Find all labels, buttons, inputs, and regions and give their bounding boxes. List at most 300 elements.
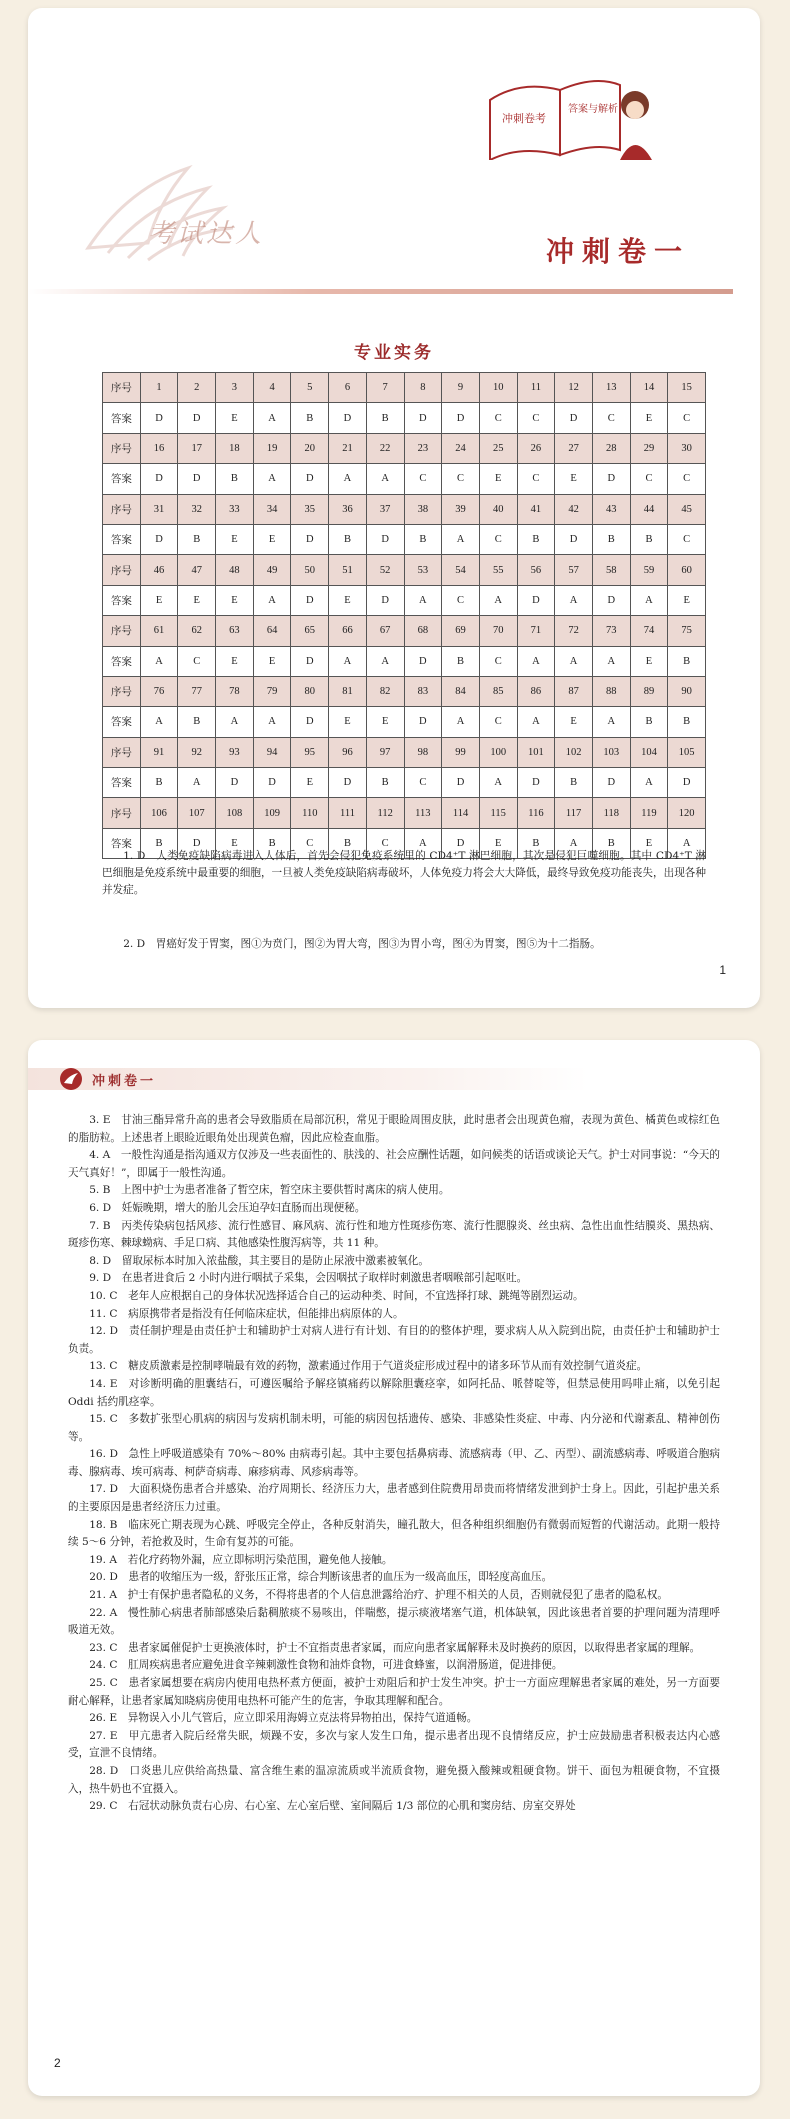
answer-cell: B [216, 464, 254, 494]
answer-cell: D [329, 768, 367, 798]
answer-cell: D [404, 403, 442, 433]
answer-cell: A [404, 585, 442, 615]
answer-cell: A [517, 646, 555, 676]
answer-cell: B [517, 524, 555, 554]
explanation-item: 17. D 大面积烧伤患者合并感染、治疗周期长、经济压力大，患者感到住院费用昂贵而将情绪发泄到护士身上。因此，引起护患关系的主要原因是患者经济压力过重。 [68, 1483, 720, 1514]
answer-cell: B [329, 828, 367, 858]
question-number-cell: 47 [178, 555, 216, 585]
answer-table [102, 372, 706, 859]
question-number-cell: 113 [404, 798, 442, 828]
answer-row [103, 707, 706, 737]
question-number-cell: 109 [253, 798, 291, 828]
answer-cell: C [479, 646, 517, 676]
question-number-cell: 3 [216, 373, 254, 403]
explanation-2: 2. D 胃癌好发于胃窦，图①为贲门，图②为胃大弯，图③为胃小弯，图④为胃窦，图⑤为十二指肠。 [123, 938, 601, 950]
answer-cell: E [253, 524, 291, 554]
answer-cell: C [479, 403, 517, 433]
answer-cell: C [404, 768, 442, 798]
logo-text: 考试达人 [148, 219, 265, 249]
answer-cell: E [329, 707, 367, 737]
question-number-cell: 78 [216, 676, 254, 706]
row-label: 答案 [103, 464, 141, 494]
question-number-cell: 39 [442, 494, 480, 524]
answer-cell: A [479, 585, 517, 615]
answer-cell: D [592, 768, 630, 798]
question-number-cell: 14 [630, 373, 668, 403]
answer-cell: D [178, 464, 216, 494]
answer-cell: A [140, 707, 178, 737]
answer-cell: E [178, 585, 216, 615]
answer-cell: B [366, 403, 404, 433]
answer-cell: D [291, 464, 329, 494]
number-row [103, 373, 706, 403]
answer-row [103, 464, 706, 494]
book-label-left: 冲刺卷考 [502, 112, 546, 125]
answer-cell: D [253, 768, 291, 798]
page-1 [28, 8, 760, 1008]
question-number-cell: 44 [630, 494, 668, 524]
question-number-cell: 114 [442, 798, 480, 828]
question-number-cell: 107 [178, 798, 216, 828]
answer-cell: D [592, 585, 630, 615]
answer-cell: A [517, 707, 555, 737]
answer-cell: A [630, 768, 668, 798]
explanation-item: 19. A 若化疗药物外漏，应立即标明污染范围，避免他人接触。 [89, 1553, 393, 1566]
question-number-cell: 100 [479, 737, 517, 767]
question-number-cell: 86 [517, 676, 555, 706]
answer-cell: A [555, 646, 593, 676]
row-label: 序号 [103, 373, 141, 403]
explanation-item: 24. C 肛周疾病患者应避免进食辛辣刺激性食物和油炸食物，可进食蜂蜜，以润滑肠道，促进排便。 [89, 1659, 563, 1672]
question-number-cell: 22 [366, 433, 404, 463]
question-number-cell: 101 [517, 737, 555, 767]
row-label: 序号 [103, 555, 141, 585]
explanation-item: 8. D 留取尿标本时加入浓盐酸，其主要目的是防止尿液中激素被氧化。 [89, 1254, 429, 1267]
question-number-cell: 33 [216, 494, 254, 524]
answer-cell: A [329, 464, 367, 494]
row-label: 答案 [103, 646, 141, 676]
question-number-cell: 98 [404, 737, 442, 767]
answer-cell: D [329, 403, 367, 433]
answer-cell: A [555, 828, 593, 858]
answer-row [103, 585, 706, 615]
explanation-item: 13. C 糖皮质激素是控制哮喘最有效的药物，激素通过作用于气道炎症形成过程中的诸多环节从而有效控制气道炎症。 [89, 1360, 648, 1373]
question-number-cell: 28 [592, 433, 630, 463]
question-number-cell: 54 [442, 555, 480, 585]
answer-cell: A [555, 585, 593, 615]
answer-cell: D [178, 828, 216, 858]
question-number-cell: 20 [291, 433, 329, 463]
answer-cell: D [442, 403, 480, 433]
number-row [103, 555, 706, 585]
number-row [103, 616, 706, 646]
answer-cell: C [517, 403, 555, 433]
answer-cell: C [178, 646, 216, 676]
explanation-item: 9. D 在患者进食后 2 小时内进行咽拭子采集，会因咽拭子取样时刺激患者咽喉部引起呕吐。 [89, 1272, 528, 1285]
question-number-cell: 111 [329, 798, 367, 828]
subject-heading: 专业实务 [354, 343, 434, 363]
answer-cell: A [253, 585, 291, 615]
answer-cell: B [329, 524, 367, 554]
answer-cell: B [291, 403, 329, 433]
question-number-cell: 23 [404, 433, 442, 463]
answer-cell: C [479, 707, 517, 737]
question-number-cell: 5 [291, 373, 329, 403]
question-number-cell: 79 [253, 676, 291, 706]
question-number-cell: 71 [517, 616, 555, 646]
answer-cell: A [592, 707, 630, 737]
answer-cell: C [442, 464, 480, 494]
question-number-cell: 118 [592, 798, 630, 828]
answer-cell: E [479, 464, 517, 494]
explanation-item: 16. D 急性上呼吸道感染有 70%～80% 由病毒引起。其中主要包括鼻病毒、流感病毒（甲、乙、丙型）、副流感病毒、呼吸道合胞病毒、腺病毒、埃可病毒、柯萨奇病毒、麻疹病毒、风疹病毒等。 [68, 1448, 720, 1478]
question-number-cell: 69 [442, 616, 480, 646]
question-number-cell: 31 [140, 494, 178, 524]
answer-cell: D [140, 403, 178, 433]
question-number-cell: 87 [555, 676, 593, 706]
answer-cell: E [630, 646, 668, 676]
question-number-cell: 42 [555, 494, 593, 524]
question-number-cell: 6 [329, 373, 367, 403]
answer-cell: E [630, 403, 668, 433]
answer-cell: E [140, 585, 178, 615]
question-number-cell: 27 [555, 433, 593, 463]
question-number-cell: 57 [555, 555, 593, 585]
answer-cell: C [291, 828, 329, 858]
question-number-cell: 108 [216, 798, 254, 828]
question-number-cell: 60 [668, 555, 706, 585]
question-number-cell: 83 [404, 676, 442, 706]
question-number-cell: 103 [592, 737, 630, 767]
answer-cell: C [668, 524, 706, 554]
question-number-cell: 84 [442, 676, 480, 706]
question-number-cell: 110 [291, 798, 329, 828]
answer-cell: C [404, 464, 442, 494]
explanation-item: 29. C 右冠状动脉负责右心房、右心室、左心室后壁、室间隔后 1/3 部位的心肌和窦房结、房室交界处 [89, 1800, 576, 1813]
answer-cell: A [253, 403, 291, 433]
answer-cell: B [517, 828, 555, 858]
answer-cell: A [253, 707, 291, 737]
question-number-cell: 40 [479, 494, 517, 524]
question-number-cell: 97 [366, 737, 404, 767]
question-number-cell: 15 [668, 373, 706, 403]
question-number-cell: 34 [253, 494, 291, 524]
answer-cell: E [329, 585, 367, 615]
question-number-cell: 36 [329, 494, 367, 524]
question-number-cell: 9 [442, 373, 480, 403]
question-number-cell: 56 [517, 555, 555, 585]
number-row [103, 494, 706, 524]
question-number-cell: 68 [404, 616, 442, 646]
question-number-cell: 16 [140, 433, 178, 463]
question-number-cell: 45 [668, 494, 706, 524]
answer-cell: A [178, 768, 216, 798]
question-number-cell: 105 [668, 737, 706, 767]
question-number-cell: 92 [178, 737, 216, 767]
answer-cell: D [517, 768, 555, 798]
answer-cell: A [592, 646, 630, 676]
question-number-cell: 7 [366, 373, 404, 403]
question-number-cell: 72 [555, 616, 593, 646]
question-number-cell: 38 [404, 494, 442, 524]
question-number-cell: 25 [479, 433, 517, 463]
answer-cell: D [592, 464, 630, 494]
answer-cell: A [479, 768, 517, 798]
answer-cell: C [592, 403, 630, 433]
question-number-cell: 17 [178, 433, 216, 463]
question-number-cell: 67 [366, 616, 404, 646]
question-number-cell: 62 [178, 616, 216, 646]
answer-cell: E [555, 464, 593, 494]
question-number-cell: 115 [479, 798, 517, 828]
row-label: 序号 [103, 798, 141, 828]
question-number-cell: 35 [291, 494, 329, 524]
question-number-cell: 82 [366, 676, 404, 706]
answer-cell: B [404, 524, 442, 554]
question-number-cell: 90 [668, 676, 706, 706]
explanation-item: 11. C 病原携带者是指没有任何临床症状，但能排出病原体的人。 [89, 1307, 404, 1320]
question-number-cell: 55 [479, 555, 517, 585]
question-number-cell: 4 [253, 373, 291, 403]
answer-row [103, 768, 706, 798]
explanation-item: 22. A 慢性肺心病患者肺部感染后黏稠脓痰不易咳出，伴喘憋，提示痰液堵塞气道，机体缺氧，因此该患者首要的护理问题为清理呼吸道无效。 [68, 1606, 720, 1637]
question-number-cell: 64 [253, 616, 291, 646]
answer-cell: B [253, 828, 291, 858]
answer-cell: A [329, 646, 367, 676]
explanation-1: 1. D 人类免疫缺陷病毒进入人体后，首先会侵犯免疫系统里的 CD4⁺T 淋巴细胞，其次是侵犯巨噬细胞。其中 CD4⁺T 淋巴细胞是免疫系统中最重要的细胞，一旦被人类免疫缺陷病毒破坏，人体免疫力将会大大降低，最终导致免疫功能丧失，出现各种并发症。 [102, 850, 706, 896]
row-label: 答案 [103, 403, 141, 433]
answer-cell: C [668, 464, 706, 494]
question-number-cell: 30 [668, 433, 706, 463]
header-title: 冲刺卷一 [92, 1074, 157, 1089]
answer-cell: D [140, 464, 178, 494]
answer-cell: B [630, 524, 668, 554]
answer-cell: B [140, 768, 178, 798]
explanation-item: 18. B 临床死亡期表现为心跳、呼吸完全停止，各种反射消失，瞳孔散大，但各种组织细胞仍有微弱而短暂的代谢活动。此期一般持续 5～6 分钟，若抢救及时，生命有复苏的可能。 [68, 1518, 720, 1549]
question-number-cell: 120 [668, 798, 706, 828]
question-number-cell: 52 [366, 555, 404, 585]
answer-cell: D [366, 524, 404, 554]
question-number-cell: 96 [329, 737, 367, 767]
answer-cell: C [366, 828, 404, 858]
question-number-cell: 37 [366, 494, 404, 524]
explanation-item: 4. A 一般性沟通是指沟通双方仅涉及一些表面性的、肤浅的、社会应酬性话题，如问候类的话语或谈论天气。护士对同事说：“今天的天气真好！”，即属于一般性沟通。 [68, 1149, 720, 1179]
answer-cell: B [178, 524, 216, 554]
page-number: 1 [719, 963, 726, 977]
answer-cell: D [404, 646, 442, 676]
question-number-cell: 51 [329, 555, 367, 585]
question-number-cell: 59 [630, 555, 668, 585]
answer-cell: D [140, 524, 178, 554]
answer-cell: B [668, 646, 706, 676]
answer-row [103, 403, 706, 433]
answer-cell: E [253, 646, 291, 676]
answer-cell: E [291, 768, 329, 798]
answer-cell: D [668, 768, 706, 798]
explanation-item: 7. B 丙类传染病包括风疹、流行性感冒、麻风病、流行性和地方性斑疹伤寒、流行性腮腺炎、丝虫病、急性出血性结膜炎、黑热病、斑疹伤寒、棘球蚴病、手足口病、其他感染性腹泻病等，共 11 种。 [68, 1219, 720, 1250]
question-number-cell: 77 [178, 676, 216, 706]
answer-cell: A [442, 707, 480, 737]
explanation-item: 26. E 异物误入小儿气管后，应立即采用海姆立克法将异物拍出，保持气道通畅。 [89, 1712, 478, 1725]
row-label: 序号 [103, 737, 141, 767]
question-number-cell: 76 [140, 676, 178, 706]
answer-cell: D [404, 707, 442, 737]
question-number-cell: 119 [630, 798, 668, 828]
answer-cell: A [253, 464, 291, 494]
question-number-cell: 63 [216, 616, 254, 646]
page-title: 冲刺卷一 [545, 235, 690, 268]
answer-cell: E [555, 707, 593, 737]
answer-cell: B [668, 707, 706, 737]
answer-cell: D [291, 646, 329, 676]
question-number-cell: 112 [366, 798, 404, 828]
answer-cell: A [404, 828, 442, 858]
question-number-cell: 46 [140, 555, 178, 585]
question-number-cell: 43 [592, 494, 630, 524]
answer-cell: D [291, 585, 329, 615]
question-number-cell: 89 [630, 676, 668, 706]
question-number-cell: 21 [329, 433, 367, 463]
book-illustration-icon [480, 60, 660, 160]
explanation-list [68, 1112, 720, 1816]
question-number-cell: 32 [178, 494, 216, 524]
question-number-cell: 66 [329, 616, 367, 646]
number-row [103, 737, 706, 767]
answer-cell: B [366, 768, 404, 798]
question-number-cell: 19 [253, 433, 291, 463]
question-number-cell: 10 [479, 373, 517, 403]
answer-cell: C [517, 464, 555, 494]
question-number-cell: 117 [555, 798, 593, 828]
question-number-cell: 41 [517, 494, 555, 524]
question-number-cell: 74 [630, 616, 668, 646]
explanation-item: 6. D 妊娠晚期，增大的胎儿会压迫孕妇直肠而出现便秘。 [89, 1201, 366, 1214]
row-label: 序号 [103, 676, 141, 706]
answer-cell: D [366, 585, 404, 615]
explanation-item: 23. C 患者家属催促护士更换液体时，护士不宜指责患者家属，而应向患者家属解释未及时换药的原因，以取得患者家属的理解。 [89, 1641, 701, 1654]
question-number-cell: 91 [140, 737, 178, 767]
answer-cell: E [216, 646, 254, 676]
row-label: 序号 [103, 494, 141, 524]
page-number: 2 [54, 2056, 61, 2070]
question-number-cell: 58 [592, 555, 630, 585]
number-row [103, 798, 706, 828]
question-number-cell: 106 [140, 798, 178, 828]
book-label-right: 答案与解析 [568, 104, 618, 115]
question-number-cell: 1 [140, 373, 178, 403]
explanation-item: 14. E 对诊断明确的胆囊结石，可遵医嘱给予解痉镇痛药以解除胆囊痉挛，如阿托品、哌替啶等，但禁忌使用吗啡止痛，以免引起 Oddi 括约肌痉挛。 [68, 1377, 720, 1408]
question-number-cell: 102 [555, 737, 593, 767]
answer-cell: E [216, 403, 254, 433]
number-row [103, 676, 706, 706]
answer-cell: C [668, 403, 706, 433]
question-number-cell: 2 [178, 373, 216, 403]
answer-cell: D [291, 707, 329, 737]
question-number-cell: 73 [592, 616, 630, 646]
question-number-cell: 26 [517, 433, 555, 463]
question-number-cell: 81 [329, 676, 367, 706]
explanation-item: 25. C 患者家属想要在病房内使用电热杯煮方便面，被护士劝阻后和护士发生冲突。护士一方面应理解患者家属的难处，另一方面要耐心解释，让患者家属知晓病房使用电热杯可能产生的危害，争取其理解和配合。 [68, 1677, 720, 1707]
explanation-item: 27. E 甲亢患者入院后经常失眠，烦躁不安，多次与家人发生口角，提示患者出现不良情绪反应，护士应鼓励患者积极表达内心感受，宣泄不良情绪。 [68, 1729, 720, 1760]
answer-cell: D [442, 828, 480, 858]
explanation-item: 21. A 护士有保护患者隐私的义务，不得将患者的个人信息泄露给治疗、护理不相关的人员，否则就侵犯了患者的隐私权。 [89, 1589, 668, 1602]
answer-cell: B [555, 768, 593, 798]
answer-cell: E [216, 524, 254, 554]
question-number-cell: 88 [592, 676, 630, 706]
row-label: 答案 [103, 585, 141, 615]
answer-cell: D [178, 403, 216, 433]
question-number-cell: 116 [517, 798, 555, 828]
answer-cell: A [366, 646, 404, 676]
answer-cell: B [442, 646, 480, 676]
answer-cell: A [668, 828, 706, 858]
row-label: 答案 [103, 768, 141, 798]
explanation-item: 5. B 上图中护士为患者准备了暂空床，暂空床主要供暂时离床的病人使用。 [89, 1184, 450, 1197]
answer-cell: A [140, 646, 178, 676]
answer-cell: D [555, 524, 593, 554]
answer-cell: E [216, 828, 254, 858]
row-label: 序号 [103, 616, 141, 646]
question-number-cell: 29 [630, 433, 668, 463]
answer-cell: D [442, 768, 480, 798]
row-label: 答案 [103, 828, 141, 858]
answer-row [103, 646, 706, 676]
title-divider [28, 289, 733, 294]
answer-cell: E [479, 828, 517, 858]
answer-cell: A [630, 585, 668, 615]
number-row [103, 433, 706, 463]
explanation-item: 28. D 口炎患儿应供给高热量、富含维生素的温凉流质或半流质食物，避免摄入酸辣或粗硬食物。饼干、面包为粗硬食物，不宜摄入，热牛奶也不宜摄入。 [68, 1764, 720, 1795]
answer-cell: D [216, 768, 254, 798]
question-number-cell: 65 [291, 616, 329, 646]
answer-cell: C [442, 585, 480, 615]
answer-cell: E [216, 585, 254, 615]
answer-cell: E [668, 585, 706, 615]
question-number-cell: 94 [253, 737, 291, 767]
question-number-cell: 8 [404, 373, 442, 403]
answer-cell: A [442, 524, 480, 554]
question-number-cell: 75 [668, 616, 706, 646]
explanation-item: 15. C 多数扩张型心肌病的病因与发病机制未明，可能的病因包括遗传、感染、非感染性炎症、中毒、内分泌和代谢紊乱、精神创伤等。 [68, 1413, 720, 1443]
answer-cell: D [291, 524, 329, 554]
answer-cell: C [630, 464, 668, 494]
answer-cell: D [517, 585, 555, 615]
question-number-cell: 93 [216, 737, 254, 767]
question-number-cell: 99 [442, 737, 480, 767]
explanation-item: 3. E 甘油三酯异常升高的患者会导致脂质在局部沉积，常见于眼睑周围皮肤，此时患者会出现黄色瘤，表现为黄色、橘黄色或棕红色的脂肪粒。上述患者上眼睑近眼角处出现黄色瘤，因此应检查血脂。 [68, 1114, 720, 1144]
question-number-cell: 48 [216, 555, 254, 585]
page-2 [28, 1040, 760, 2096]
answer-row [103, 524, 706, 554]
question-number-cell: 24 [442, 433, 480, 463]
answer-cell: B [178, 707, 216, 737]
answer-cell: D [555, 403, 593, 433]
question-number-cell: 50 [291, 555, 329, 585]
question-number-cell: 95 [291, 737, 329, 767]
row-label: 答案 [103, 707, 141, 737]
question-number-cell: 80 [291, 676, 329, 706]
answer-cell: B [140, 828, 178, 858]
answer-cell: E [630, 828, 668, 858]
question-number-cell: 104 [630, 737, 668, 767]
question-number-cell: 53 [404, 555, 442, 585]
question-number-cell: 61 [140, 616, 178, 646]
question-number-cell: 12 [555, 373, 593, 403]
row-label: 序号 [103, 433, 141, 463]
question-number-cell: 11 [517, 373, 555, 403]
answer-cell: C [479, 524, 517, 554]
explanation-item: 12. D 责任制护理是由责任护士和辅助护士对病人进行有计划、有目的的整体护理，要求病人从入院到出院，由责任护士和辅助护士负责。 [68, 1325, 720, 1355]
